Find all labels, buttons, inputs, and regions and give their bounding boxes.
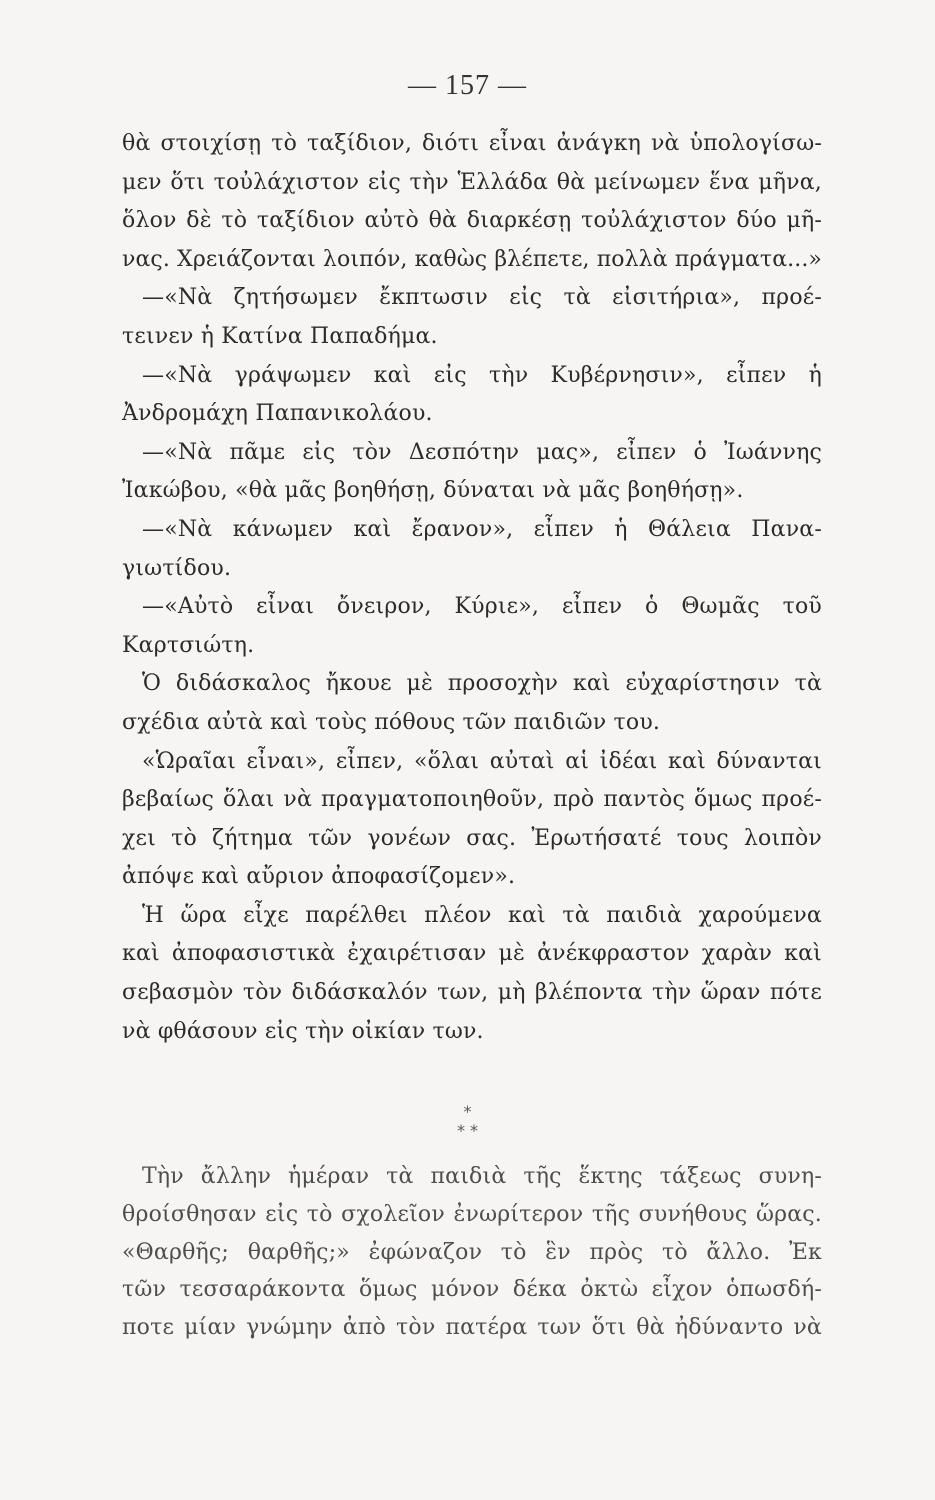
text-line: βεβαίως ὅλαι νὰ πραγματοποιηθοῦν, πρὸ παντὸς ὅμως προέ- [122, 787, 822, 813]
asterism-bottom: * * [456, 1121, 479, 1140]
text-line: ἀπόψε καὶ αὔριον ἀποφασίζομεν». [122, 864, 516, 890]
continuation-text [122, 1158, 822, 1347]
text-line: σεβασμὸν τὸν διδάσκαλόν των, μὴ βλέποντα τὴν ὥραν πότε [122, 980, 822, 1006]
text-line: νας. Χρειάζονται λοιπόν, καθὼς βλέπετε, πολλὰ πράγματα...» [122, 246, 822, 272]
text-line: Ἀνδρομάχη Παπανικολάου. [122, 401, 433, 427]
text-line: Ἰακώβου, «θὰ μᾶς βοηθήσῃ, δύναται νὰ μᾶς βοηθήσῃ». [122, 478, 744, 504]
text-line: τεινεν ἡ Κατίνα Παπαδήμα. [122, 323, 438, 349]
text-line: —«Νὰ κάνωμεν καὶ ἔρανον», εἶπεν ἡ Θάλεια Πανα- [142, 516, 822, 542]
text-line: νὰ φθάσουν εἰς τὴν οἰκίαν των. [122, 1018, 484, 1044]
text-line: μεν ὅτι τοὐλάχιστον εἰς τὴν Ἑλλάδα θὰ μείνωμεν ἕνα μῆνα, [122, 169, 822, 195]
text-line: χει τὸ ζήτημα τῶν γονέων σας. Ἐρωτήσατέ τους λοιπὸν [122, 825, 822, 851]
text-line: Ὁ διδάσκαλος ἤκουε μὲ προσοχὴν καὶ εὐχαρίστησιν τὰ [142, 671, 822, 697]
text-line: Ἡ ὥρα εἶχε παρέλθει πλέον καὶ τὰ παιδιὰ χαρούμενα [142, 902, 822, 928]
text-line: —«Νὰ ζητήσωμεν ἔκπτωσιν εἰς τὰ εἰσιτήρια», προέ- [142, 285, 822, 311]
text-line: Τὴν ἄλλην ἡμέραν τὰ παιδιὰ τῆς ἕκτης τάξεως συνη- [142, 1164, 822, 1189]
asterism-top: * [463, 1102, 472, 1121]
text-line: γιωτίδου. [122, 555, 232, 581]
text-line: τῶν τεσσαράκοντα ὅμως μόνον δέκα ὀκτὼ εἶχον ὁπωσδή- [122, 1277, 822, 1303]
text-line: θὰ στοιχίσῃ τὸ ταξίδιον, διότι εἶναι ἀνάγκη νὰ ὑπολογίσω- [122, 131, 822, 156]
text-line: —«Νὰ πᾶμε εἰς τὸν Δεσπότην μας», εἶπεν ὁ Ἰωάννης [142, 439, 822, 465]
text-line: —«Αὐτὸ εἶναι ὄνειρον, Κύριε», εἶπεν ὁ Θωμᾶς τοῦ [142, 594, 822, 620]
text-line: σχέδια αὐτὰ καὶ τοὺς πόθους τῶν παιδιῶν του. [122, 709, 661, 735]
section-separator [0, 1102, 935, 1140]
text-line: ὅλον δὲ τὸ ταξίδιον αὐτὸ θὰ διαρκέσῃ τοὐλάχιστον δύο μῆ- [122, 208, 822, 234]
main-text [122, 125, 822, 1051]
text-line: «Ὡραῖαι εἶναι», εἶπεν, «ὅλαι αὐταὶ αἱ ἰδέαι καὶ δύνανται [142, 748, 822, 774]
text-line: Καρτσιώτη. [122, 632, 255, 658]
text-line: ποτε μίαν γνώμην ἀπὸ τὸν πατέρα των ὅτι θὰ ἠδύναντο νὰ [122, 1315, 822, 1341]
page-number: — 157 — [408, 70, 527, 101]
text-line: θροίσθησαν εἰς τὸ σχολεῖον ἐνωρίτερον τῆς συνήθους ὥρας. [122, 1201, 822, 1227]
text-line: «Θαρθῆς; θαρθῆς;» ἐφώναζον τὸ ἓν πρὸς τὸ ἄλλο. Ἐκ [122, 1239, 822, 1265]
text-line: —«Νὰ γράψωμεν καὶ εἰς τὴν Κυβέρνησιν», εἶπεν ἡ [142, 362, 822, 388]
text-line: καὶ ἀποφασιστικὰ ἐχαιρέτισαν μὲ ἀνέκφραστον χαρὰν καὶ [122, 941, 822, 967]
